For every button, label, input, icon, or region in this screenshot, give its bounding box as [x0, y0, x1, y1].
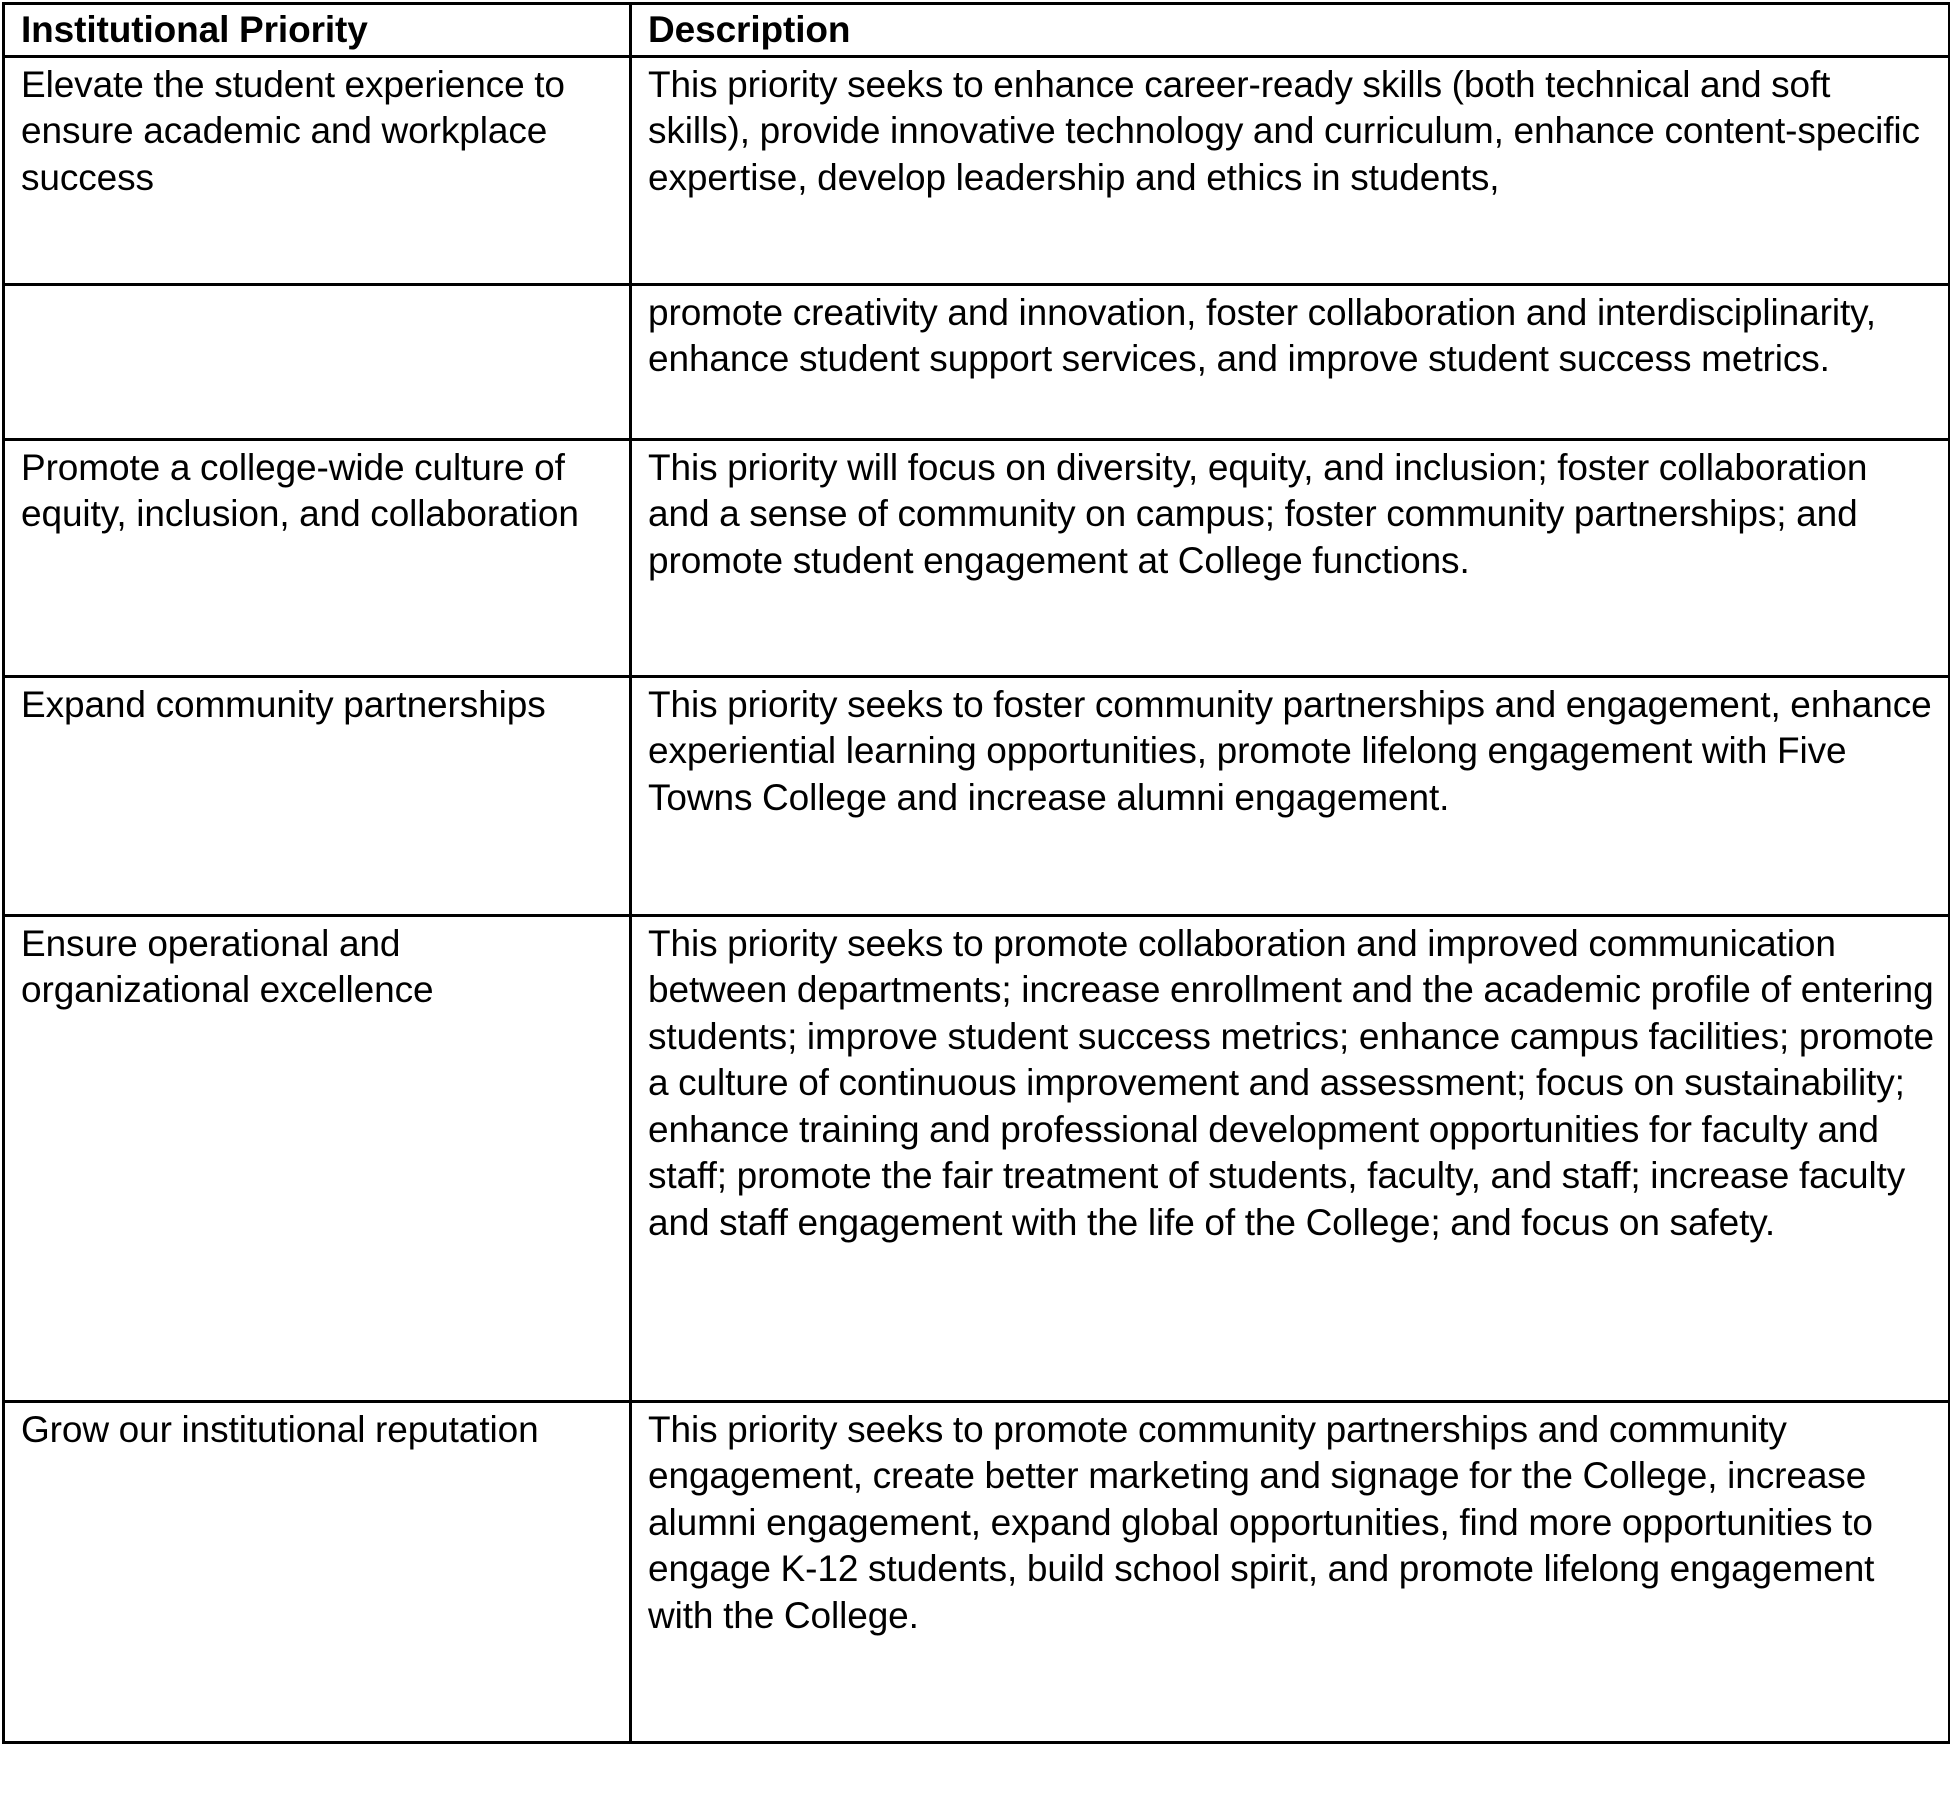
table-row — [4, 285, 1950, 440]
cell-priority — [4, 677, 631, 916]
table-row — [4, 57, 1950, 285]
institutional-priority-table — [2, 2, 1950, 1744]
description-text: This priority seeks to enhance career-ready skills (both technical and soft skills), provide innovative technology and curriculum, enhance content-specific expertise, develop leadership and ethics in students, — [648, 64, 1920, 198]
cell-priority-empty — [4, 285, 631, 440]
table-row — [4, 677, 1950, 916]
cell-priority — [4, 57, 631, 285]
cell-description — [631, 677, 1950, 916]
cell-priority — [4, 916, 631, 1402]
priority-text: Promote a college-wide culture of equity, inclusion, and collaboration — [21, 447, 579, 535]
table-row — [4, 1402, 1950, 1743]
table-row — [4, 916, 1950, 1402]
description-text: This priority seeks to promote community partnerships and community engagement, create better marketing and signage for the College, increase alumni engagement, expand global opportunities, find more opportunities to engage K-12 students, build school spirit, and promote lifelong engagement with the College. — [648, 1409, 1875, 1636]
document-page — [0, 2, 1950, 1809]
cell-description — [631, 57, 1950, 285]
description-text: This priority seeks to foster community partnerships and engagement, enhance experiential learning opportunities, promote lifelong engagement with Five Towns College and increase alumni engagement. — [648, 684, 1932, 818]
table-body — [4, 57, 1950, 1743]
table-header — [4, 4, 1950, 57]
cell-description — [631, 916, 1950, 1402]
description-text: This priority will focus on diversity, equity, and inclusion; foster collaboration and a sense of community on campus; foster community partnerships; and promote student engagement at College functions. — [648, 447, 1868, 581]
description-text: This priority seeks to promote collaboration and improved communication between departments; increase enrollment and the academic profile of entering students; improve student success metrics; enhance campus facilities; promote a culture of continuous improvement and assessment; focus on sustainability; enhance training and professional development opportunities for faculty and staff; promote the fair treatment of students, faculty, and staff; increase faculty and staff engagement with the life of the College; and focus on safety. — [648, 923, 1934, 1243]
column-header-description: Description — [631, 4, 1950, 57]
description-text: promote creativity and innovation, foster collaboration and interdisciplinarity, enhance student support services, and improve student success metrics. — [648, 292, 1876, 380]
cell-priority — [4, 440, 631, 677]
table-row — [4, 440, 1950, 677]
cell-description — [631, 285, 1950, 440]
cell-description — [631, 1402, 1950, 1743]
priority-text: Expand community partnerships — [21, 684, 546, 725]
priority-text: Ensure operational and organizational excellence — [21, 923, 434, 1011]
table-header-row — [4, 4, 1950, 57]
priority-text: Elevate the student experience to ensure academic and workplace success — [21, 64, 565, 198]
cell-priority — [4, 1402, 631, 1743]
priority-text: Grow our institutional reputation — [21, 1409, 539, 1450]
column-header-priority: Institutional Priority — [4, 4, 631, 57]
cell-description — [631, 440, 1950, 677]
